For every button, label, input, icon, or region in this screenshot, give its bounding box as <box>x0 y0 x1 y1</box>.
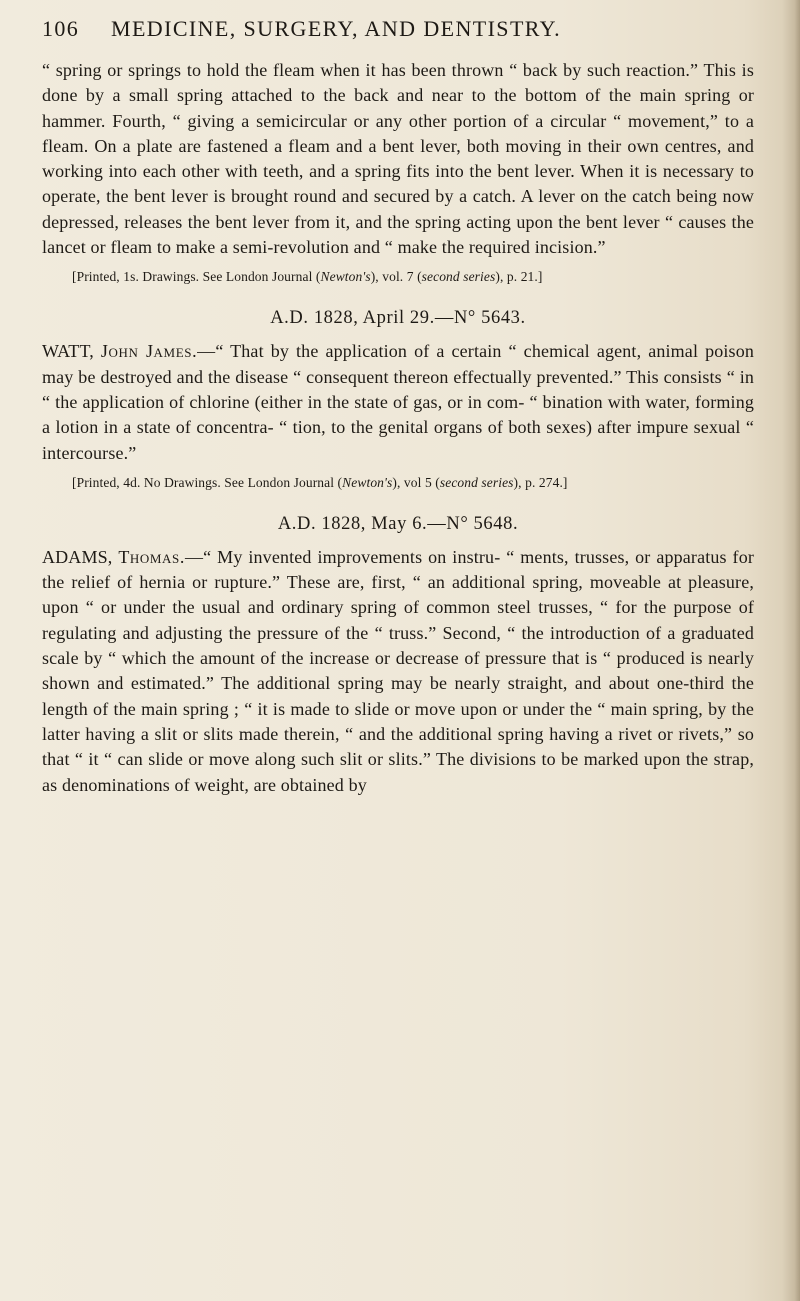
running-title: MEDICINE, SURGERY, AND DENTISTRY. <box>111 16 561 41</box>
patent-heading: A.D. 1828, May 6.—N° 5648. <box>277 513 519 534</box>
entry-continuation-text: “ spring or springs to hold the fleam when it has been thrown “ back by such reaction.” This is done by a small spring attached to the back and near to the bottom of the main spring or hammer. Fourth, “ giving a semicircular or any other portion of a circular “ movement,” to a fleam. On a plate are fastened a fleam and a bent lever, both moving in their own centres, and working into each other with teeth, and a spring fits into the bent lever. When it is necessary to operate, the bent lever is brought round and secured by a catch. A lever on the catch being now depressed, releases the bent lever from it, and the spring acting upon the bent lever “ causes the lancet or fleam to make a semi-revolution and “ make the required incision.” <box>42 60 754 258</box>
running-header <box>42 16 762 48</box>
printing-note: [Printed, 1s. Drawings. See London Journal (Newton's), vol. 7 (second series), p. 21.] <box>72 269 543 285</box>
page-edge-shadow <box>782 0 800 1301</box>
patent-description: —“ My invented improvements on instru- “ ments, trusses, or apparatus for the relief of hernia or rupture.” These are, first, “ an additional spring, moveable at pleasure, upon “ or under the usual and ordinary spring of common steel trusses, “ for the purpose of regulating and adjusting the pressure of the “ truss.” Second, “ the introduction of a graduated scale by “ which the amount of the increase or decrease of pressure that is “ produced is nearly shown and estimated.” The additional spring may be nearly straight, and about one-third the length of the main spring ; “ it is made to slide or move upon or under the “ main spring, by the latter having a slit or slits made therein, “ and the additional spring having a rivet or rivets,” so that “ it “ can slide or move along such slit or slits.” The divisions to be marked upon the strap, as denominations of weight, are obtained by <box>42 546 754 795</box>
patentee-forename: John James. <box>100 341 198 362</box>
patent-text <box>42 339 754 465</box>
page-number: 106 <box>42 16 80 41</box>
patent-description: —“ That by the application of a certain “ chemical agent, animal poison may be destroyed and the disease “ consequent thereon effectually prevented.” This consists “ in “ the application of chlorine (either in the state of gas, or in com- “ bination with water, forming a lotion in a state of concentra- “ tion, to the genital organs of both sexes) after impure sexual “ intercourse.” <box>42 341 755 463</box>
patentee-surname: WATT, <box>42 341 94 362</box>
patent-text <box>42 545 754 798</box>
patent-heading: A.D. 1828, April 29.—N° 5643. <box>270 308 526 329</box>
printing-note: [Printed, 4d. No Drawings. See London Journal (Newton's), vol 5 (second series), p. 274.] <box>72 474 568 490</box>
page-body <box>42 58 754 798</box>
patentee-forename: Thomas. <box>118 546 185 567</box>
patentee-surname: ADAMS, <box>42 546 113 567</box>
